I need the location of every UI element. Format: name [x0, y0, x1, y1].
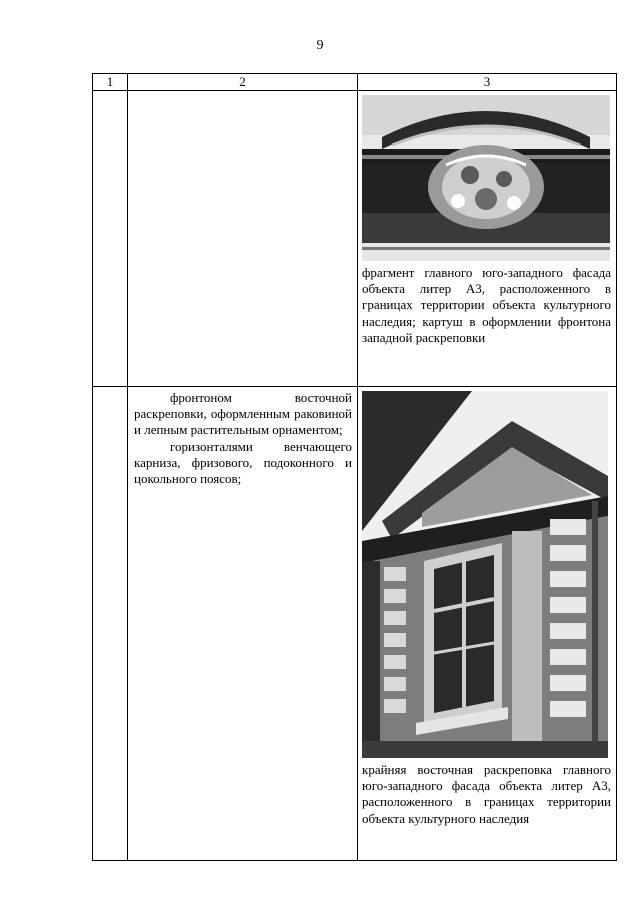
table-header-row [93, 74, 617, 91]
table-row [93, 387, 617, 861]
row1-col1 [93, 91, 128, 387]
row2-col2 [128, 387, 358, 861]
row1-col3 [358, 91, 617, 387]
table-row [93, 91, 617, 387]
row1-col2 [128, 91, 358, 387]
header-col-1: 1 [93, 74, 128, 91]
heritage-table [92, 73, 617, 861]
photo-caption: крайняя восточная раскреповка главного юго-западного фасада объекта литер А3, расположенного в границах территории объекта культурного наследия [362, 762, 611, 826]
description-paragraph: фронтоном восточной раскреповки, оформленным раковиной и лепным растительным орнаментом; [134, 390, 352, 438]
header-col-3: 3 [358, 74, 617, 91]
description-paragraph: горизонталями венчающего карниза, фризового, подоконного и цокольного поясов; [134, 438, 352, 487]
row2-col1 [93, 387, 128, 861]
photo-caption: фрагмент главного юго-западного фасада объекта литер А3, расположенного в границах территории объекта культурного наследия; картуш в оформлении фронтона западной раскреповки [362, 265, 611, 345]
page-number: 9 [316, 38, 324, 53]
building-facade-photo [362, 391, 608, 758]
row2-col3 [358, 387, 617, 861]
building-cartouche-photo [362, 95, 610, 261]
header-col-2: 2 [128, 74, 358, 91]
